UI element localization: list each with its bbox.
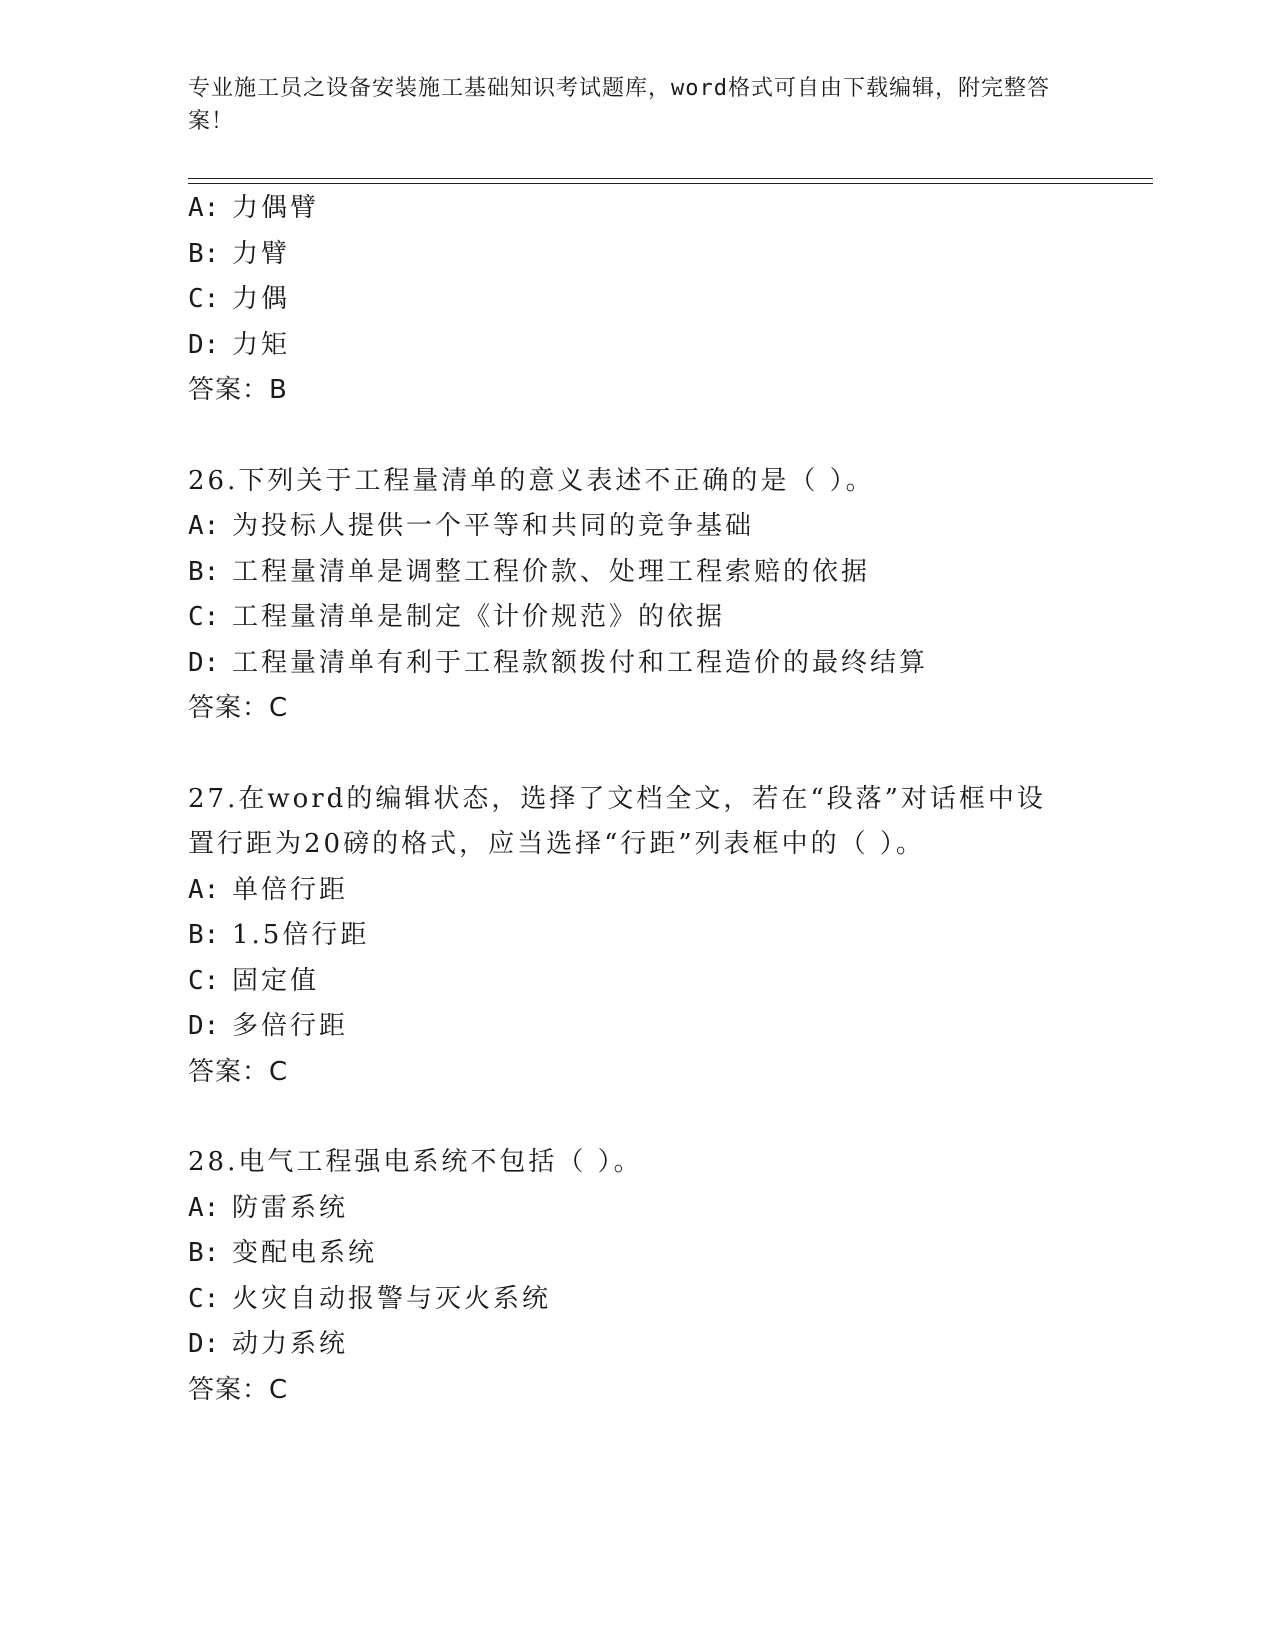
option-c bbox=[188, 595, 1148, 641]
answer-line: 答案：C bbox=[188, 1056, 289, 1087]
document-header: 专业施工员之设备安装施工基础知识考试题库，word格式可自由下载编辑，附完整答案！ bbox=[188, 76, 1050, 134]
answer-line: 答案：C bbox=[188, 1374, 289, 1405]
option-d bbox=[188, 1322, 1148, 1368]
option-label: D: bbox=[188, 1011, 220, 1041]
header-divider-top bbox=[188, 178, 1153, 179]
question-stem: 26.下列关于工程量清单的意义表述不正确的是（ ）。 bbox=[188, 465, 875, 496]
question-list bbox=[188, 186, 1148, 1413]
option-text: 为投标人提供一个平等和共同的竞争基础 bbox=[232, 511, 755, 541]
option-b bbox=[188, 232, 1148, 278]
option-text: 变配电系统 bbox=[232, 1238, 378, 1268]
option-label: B: bbox=[188, 556, 220, 587]
option-label: A: bbox=[188, 1192, 220, 1223]
option-d bbox=[188, 323, 1148, 369]
option-d bbox=[188, 641, 1148, 687]
option-a bbox=[188, 504, 1148, 550]
option-label: A: bbox=[188, 193, 220, 223]
option-text: 力偶 bbox=[232, 284, 291, 314]
question-26 bbox=[188, 459, 1148, 732]
option-text: 力臂 bbox=[232, 238, 291, 269]
option-label: D: bbox=[188, 329, 220, 360]
option-label: D: bbox=[188, 647, 220, 678]
option-text: 力偶臂 bbox=[232, 193, 320, 223]
option-c bbox=[188, 1277, 1148, 1323]
option-label: A: bbox=[188, 511, 220, 541]
spacer bbox=[188, 732, 1148, 777]
continued-question bbox=[188, 186, 1148, 414]
option-label: C: bbox=[188, 1283, 220, 1314]
option-a bbox=[188, 186, 1148, 232]
header-divider-bottom bbox=[188, 183, 1153, 184]
option-label: B: bbox=[188, 1238, 220, 1268]
spacer bbox=[188, 1095, 1148, 1140]
option-d bbox=[188, 1004, 1148, 1050]
option-a bbox=[188, 1186, 1148, 1232]
option-label: A: bbox=[188, 874, 220, 905]
option-b bbox=[188, 1231, 1148, 1277]
option-c bbox=[188, 277, 1148, 323]
option-a bbox=[188, 868, 1148, 914]
question-stem: 27.在word的编辑状态，选择了文档全文，若在“段落”对话框中设置行距为20磅的格式，应当选择“行距”列表框中的（ ）。 bbox=[188, 783, 1046, 859]
option-c bbox=[188, 959, 1148, 1005]
option-b bbox=[188, 913, 1148, 959]
option-b bbox=[188, 550, 1148, 596]
option-text: 防雷系统 bbox=[232, 1192, 349, 1223]
answer-line: 答案：C bbox=[188, 693, 289, 723]
answer-line: 答案：B bbox=[188, 375, 288, 405]
option-text: 工程量清单是调整工程价款、处理工程索赔的依据 bbox=[232, 556, 871, 587]
option-label: C: bbox=[188, 602, 220, 632]
option-label: B: bbox=[188, 920, 220, 950]
option-label: B: bbox=[188, 238, 220, 269]
option-label: C: bbox=[188, 284, 220, 314]
option-text: 多倍行距 bbox=[232, 1011, 349, 1041]
spacer bbox=[188, 414, 1148, 459]
option-text: 工程量清单是制定《计价规范》的依据 bbox=[232, 602, 726, 632]
option-text: 单倍行距 bbox=[232, 874, 349, 905]
question-28 bbox=[188, 1140, 1148, 1413]
option-text: 火灾自动报警与灭火系统 bbox=[232, 1283, 552, 1314]
option-text: 1.5倍行距 bbox=[232, 920, 370, 950]
option-text: 动力系统 bbox=[232, 1329, 349, 1359]
question-27 bbox=[188, 777, 1148, 1096]
option-label: C: bbox=[188, 965, 220, 996]
option-text: 工程量清单有利于工程款额拨付和工程造价的最终结算 bbox=[232, 647, 929, 678]
question-stem: 28.电气工程强电系统不包括（ ）。 bbox=[188, 1147, 643, 1177]
option-label: D: bbox=[188, 1329, 220, 1359]
option-text: 固定值 bbox=[232, 965, 320, 996]
option-text: 力矩 bbox=[232, 329, 291, 360]
